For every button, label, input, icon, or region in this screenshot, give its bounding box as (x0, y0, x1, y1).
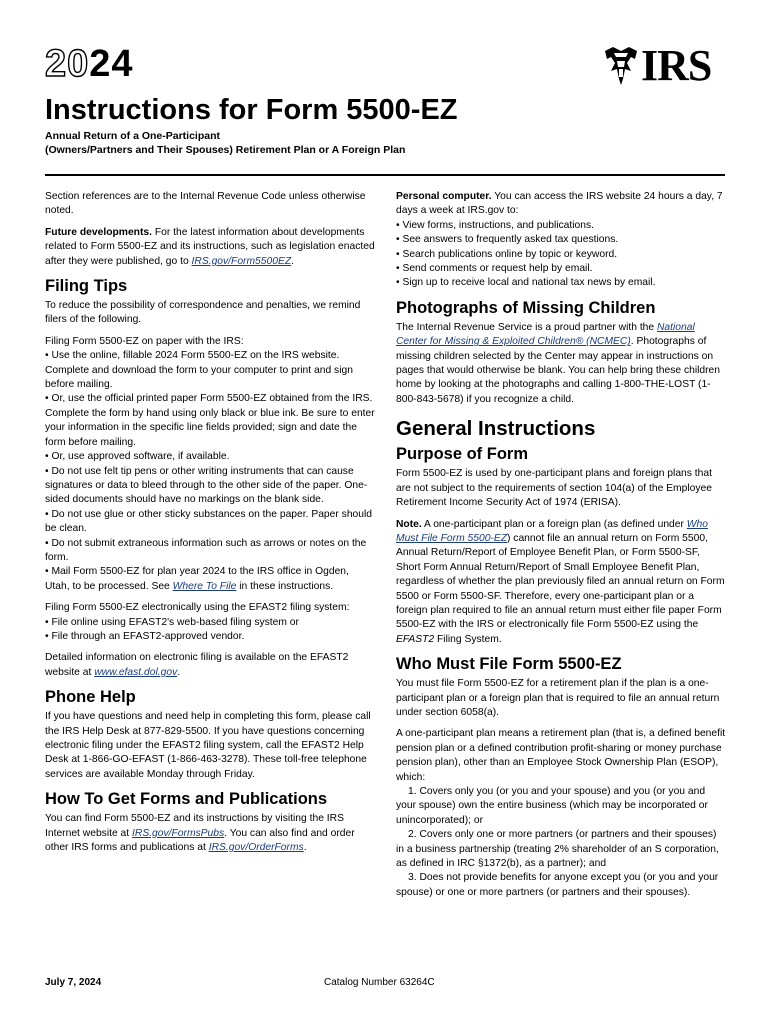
order-forms-link[interactable]: IRS.gov/OrderForms (208, 842, 304, 854)
missing-children-heading: Photographs of Missing Children (396, 298, 656, 317)
irs-logo-text: IRS (641, 41, 712, 90)
phone-help-heading: Phone Help (45, 688, 136, 707)
mail-bullet-end: in these instructions. (236, 580, 334, 592)
paper-filing (45, 335, 375, 594)
note-italic: EFAST2 (396, 633, 435, 645)
definition (396, 727, 726, 900)
form-year (45, 44, 134, 84)
left-column (45, 190, 375, 862)
list-item: 2. Covers only one or more partners (or partners and their spouses) in a business partnership (treating 2% shareholder of an S corporation, as defined in IRC §1372(b), as a partner); and (396, 829, 719, 870)
list-item: • Do not submit extraneous information such as arrows or notes on the form. (45, 537, 367, 563)
subtitle-line-1: Annual Return of a One-Participant (45, 130, 221, 142)
list-item: • Or, use approved software, if available. (45, 451, 230, 463)
phone-help-text: If you have questions and need help in completing this form, please call the IRS Help Desk at 877-829-5500. If you have questions concerning electronic filing under the EFAST2 filing system, call the EFAST2 Help Desk at 1-866-GO-EFAST (1-866-463-3278). These toll-free telephone services are available Monday through Friday. (45, 711, 371, 780)
where-to-file-link[interactable]: Where To File (172, 580, 237, 592)
purpose-text: Form 5500-EZ is used by one-participant plans and foreign plans that are not subject to the requirements of section 104(a) of the Employee Retirement Income Security Act of 1974 (ERISA). (396, 468, 712, 509)
list-item: • Search publications online by topic or keyword. (396, 248, 618, 260)
list-item: • Or, use the official printed paper Form 5500-EZ obtained from the IRS. Complete the form by hand using only black or blue ink. Be sure to enter your information in the specific line fields provided; sign and date the form before mailing. (45, 393, 375, 448)
subtitle (45, 129, 405, 157)
personal-computer-text: You can access the IRS website 24 hours a day, 7 days a week at IRS.gov to: (396, 191, 723, 217)
missing-children-text (396, 321, 726, 407)
forms-heading: How To Get Forms and Publications (45, 790, 328, 809)
efast-filing (45, 601, 375, 644)
note-text-3: Filing System. (434, 633, 502, 645)
personal-computer-label: Personal computer. (396, 191, 492, 202)
future-developments-text: For the latest information about developments related to Form 5500-EZ and its instructions, such as legislation enacted after they were published, go to (45, 226, 375, 267)
list-item: • Use the online, fillable 2024 Form 5500-EZ on the IRS website. Complete and download the form to your computer to print and sign before mailing. (45, 350, 353, 391)
filing-tips-heading: Filing Tips (45, 277, 128, 296)
list-item: • See answers to frequently asked tax questions. (396, 234, 619, 246)
who-must-file-text: You must file Form 5500-EZ for a retirement plan if the plan is a one-participant plan or a foreign plan that is required to file an annual return under section 6058(a). (396, 678, 720, 718)
who-must-file-link[interactable]: Who Must File Form 5500-EZ (396, 518, 708, 544)
list-item: • File through an EFAST2-approved vendor. (45, 630, 245, 642)
header-divider (45, 174, 725, 176)
note-text-1: A one-participant plan or a foreign plan (as defined under (421, 518, 687, 530)
eagle-icon (601, 45, 641, 87)
irs-logo (601, 41, 727, 90)
section-references: Section references are to the Internal Revenue Code unless otherwise noted. (45, 191, 366, 217)
list-item: • View forms, instructions, and publications. (396, 219, 595, 231)
list-item: 3. Does not provide benefits for anyone except you (or you and your spouse) or one or more partners (or partners and their spouses). (396, 872, 719, 898)
efast-link[interactable]: www.efast.dol.gov (94, 666, 178, 678)
list-item (45, 565, 375, 594)
detailed-info: Detailed information on electronic filing is available on the EFAST2 website at www.efast.dol.gov. (45, 652, 349, 678)
footer-catalog: Catalog Number 63264C (324, 977, 435, 988)
future-developments-label: Future developments. (45, 226, 152, 238)
page-title: Instructions for Form 5500-EZ (45, 94, 458, 126)
right-column (396, 190, 726, 907)
forms-text: You can find Form 5500-EZ and its instructions by visiting the IRS Internet website at IRS.gov/FormsPubs. You can also find and order other IRS forms and publications at IRS.gov/OrderForms. (45, 813, 355, 854)
list-item: • Do not use felt tip pens or other writing instruments that can cause signatures or data to bleed through to the other side of the paper. One-sided documents should have no markings on the blank side. (45, 465, 368, 506)
form5500ez-link[interactable]: IRS.gov/Form5500EZ (191, 255, 292, 267)
note-text (396, 518, 726, 648)
filing-tips-intro: To reduce the possibility of correspondence and penalties, we remind filers of the following. (45, 300, 361, 326)
note-text-2: ) cannot file an annual return on Form 5500, Annual Return/Report of Employee Benefit Plan, or Form 5500-SF, Short Form Annual Return/Report of Small Employee Benefit Plan, regardless of whether the plan previously filed an annual return on Form 5500 or Form 5500-SF. Therefore, every one-participant plan or a foreign plan required to file an annual return must either file paper Form 5500-EZ with the IRS or electronically file Form 5500-EZ using the (396, 532, 725, 631)
footer-date: July 7, 2024 (45, 977, 102, 988)
who-must-file-heading: Who Must File Form 5500-EZ (396, 655, 622, 674)
detailed-info-text: Detailed information on electronic filing is available on the EFAST2 website at (45, 652, 349, 678)
purpose-heading: Purpose of Form (396, 445, 529, 464)
missing-text-2: . Photographs of missing children selected by the Center may appear in instructions on pages that would otherwise be blank. You can help bring these children home by looking at the photographs and calling 1-800-THE-LOST (1-800-843-5678) if you recognize a child. (396, 336, 721, 405)
list-item: • Sign up to receive local and national tax news by email. (396, 277, 656, 289)
mail-bullet-text: • Mail Form 5500-EZ for plan year 2024 to the IRS office in Ogden, Utah, to be processed. See (45, 566, 349, 592)
future-developments: Future developments. For the latest information about developments related to Form 5500-EZ and its instructions, such as legislation enacted after they were published, go to IRS.gov/Form5500EZ. (45, 226, 375, 267)
ncmec-link[interactable]: National Center for Missing & Exploited Children® (NCMEC) (396, 321, 695, 348)
year-suffix: 24 (89, 43, 134, 85)
personal-computer (396, 190, 726, 291)
list-item: • Send comments or request help by email. (396, 263, 593, 275)
list-item: 1. Covers only you (or you and your spouse) and you (or you and your spouse) own the entire business (which may be incorporated or unincorporated); or (396, 786, 708, 826)
list-item: • Do not use glue or other sticky substances on the paper. Paper should be clean. (45, 508, 373, 535)
forms-text-1: You can find Form 5500-EZ and its instructions by visiting the IRS Internet website at (45, 813, 344, 839)
note-label: Note. (396, 518, 422, 530)
list-item: • File online using EFAST2's web-based filing system or (45, 616, 299, 628)
definition-text: A one-participant plan means a retirement plan (that is, a defined benefit pension plan or a defined contribution profit-sharing or money purchase pension plan), other than an Employee Stock Ownership Plan (ESOP), which: (396, 728, 726, 783)
missing-text-1: The Internal Revenue Service is a proud partner with the (396, 321, 657, 333)
paper-filing-intro: Filing Form 5500-EZ on paper with the IRS: (45, 335, 244, 347)
efast-intro: Filing Form 5500-EZ electronically using the EFAST2 filing system: (45, 602, 350, 614)
year-prefix: 20 (45, 43, 90, 85)
forms-pubs-link[interactable]: IRS.gov/FormsPubs (132, 827, 225, 839)
forms-text-2: . You can also find and order other IRS forms and publications at (45, 827, 355, 854)
general-instructions-heading: General Instructions (396, 417, 596, 441)
subtitle-line-2: (Owners/Partners and Their Spouses) Retirement Plan or A Foreign Plan (45, 144, 406, 156)
